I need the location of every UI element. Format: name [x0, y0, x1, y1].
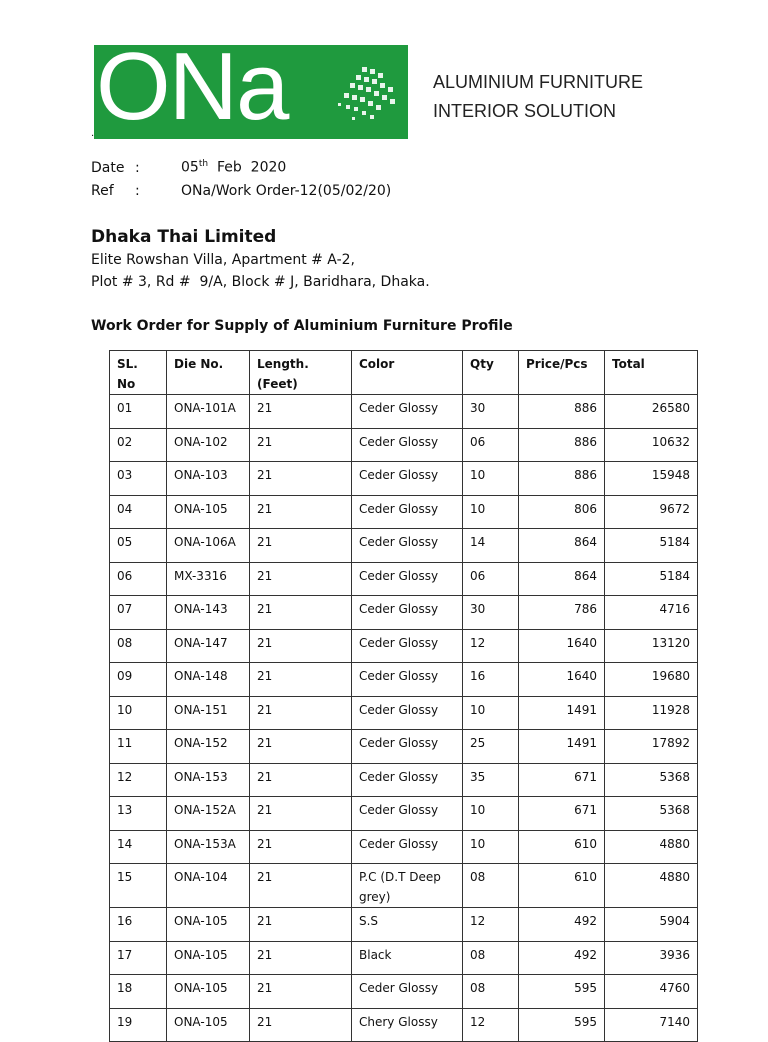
cell-die-no: ONA-105 — [167, 1008, 250, 1042]
cell-color: Ceder Glossy — [352, 730, 463, 764]
cell-qty: 08 — [463, 941, 519, 975]
cell-sl-no: 17 — [110, 941, 167, 975]
date-suffix: th — [198, 159, 209, 169]
cell-total: 13120 — [605, 629, 698, 663]
cell-length: 21 — [250, 462, 352, 496]
cell-length: 21 — [250, 941, 352, 975]
date-day: 05 — [181, 159, 199, 176]
cell-color: Ceder Glossy — [352, 428, 463, 462]
cell-qty: 25 — [463, 730, 519, 764]
date-label: Date — [91, 159, 125, 176]
cell-price: 886 — [519, 462, 605, 496]
header-sl-no: SL. No — [110, 351, 167, 395]
table-row — [110, 908, 698, 942]
table-row — [110, 696, 698, 730]
cell-color: Ceder Glossy — [352, 596, 463, 630]
table-row — [110, 596, 698, 630]
cell-price: 610 — [519, 864, 605, 908]
cell-color: S.S — [352, 908, 463, 942]
cell-length: 21 — [250, 596, 352, 630]
cell-length: 21 — [250, 696, 352, 730]
address-line-2: Plot # 3, Rd # 9/A, Block # J, Baridhara, Dhaka. — [91, 274, 430, 290]
cell-length: 21 — [250, 730, 352, 764]
cell-sl-no: 16 — [110, 908, 167, 942]
cell-total: 19680 — [605, 663, 698, 697]
cell-sl-no: 03 — [110, 462, 167, 496]
cell-total: 5184 — [605, 562, 698, 596]
table-header-row — [110, 351, 698, 395]
work-order-table — [109, 350, 698, 1042]
table-row — [110, 562, 698, 596]
cell-length: 21 — [250, 975, 352, 1009]
cell-total: 4880 — [605, 864, 698, 908]
cell-qty: 10 — [463, 830, 519, 864]
cell-price: 1640 — [519, 663, 605, 697]
table-row — [110, 629, 698, 663]
date-colon: : — [135, 159, 140, 176]
address-line-1: Elite Rowshan Villa, Apartment # A-2, — [91, 252, 355, 268]
cell-color: Ceder Glossy — [352, 696, 463, 730]
table-row — [110, 462, 698, 496]
cell-total: 11928 — [605, 696, 698, 730]
cell-price: 610 — [519, 830, 605, 864]
cell-qty: 30 — [463, 395, 519, 429]
cell-color: Ceder Glossy — [352, 629, 463, 663]
table-row — [110, 975, 698, 1009]
document-title: Work Order for Supply of Aluminium Furniture Profile — [91, 318, 513, 334]
cell-qty: 12 — [463, 908, 519, 942]
date-line — [91, 159, 286, 176]
ref-value: ONa/Work Order-12(05/02/20) — [181, 183, 392, 199]
cell-length: 21 — [250, 830, 352, 864]
cell-total: 7140 — [605, 1008, 698, 1042]
cell-total: 3936 — [605, 941, 698, 975]
cell-qty: 08 — [463, 975, 519, 1009]
cell-qty: 10 — [463, 797, 519, 831]
cell-total: 5368 — [605, 763, 698, 797]
cell-sl-no: 02 — [110, 428, 167, 462]
cell-die-no: ONA-104 — [167, 864, 250, 908]
cell-qty: 08 — [463, 864, 519, 908]
cell-die-no: ONA-101A — [167, 395, 250, 429]
cell-price: 671 — [519, 763, 605, 797]
table-row — [110, 495, 698, 529]
cell-qty: 35 — [463, 763, 519, 797]
tagline-line-2: INTERIOR SOLUTION — [433, 101, 617, 121]
cell-total: 4760 — [605, 975, 698, 1009]
table-row — [110, 864, 698, 908]
cell-total: 5368 — [605, 797, 698, 831]
ref-line — [91, 183, 391, 199]
cell-price: 786 — [519, 596, 605, 630]
cell-qty: 12 — [463, 629, 519, 663]
cell-sl-no: 09 — [110, 663, 167, 697]
cell-qty: 06 — [463, 562, 519, 596]
cell-sl-no: 11 — [110, 730, 167, 764]
cell-die-no: ONA-152 — [167, 730, 250, 764]
cell-color: Ceder Glossy — [352, 663, 463, 697]
date-rest: Feb 2020 — [216, 159, 287, 176]
cell-sl-no: 04 — [110, 495, 167, 529]
cell-price: 595 — [519, 1008, 605, 1042]
cell-length: 21 — [250, 763, 352, 797]
cell-sl-no: 13 — [110, 797, 167, 831]
recipient-company: Dhaka Thai Limited — [91, 227, 277, 247]
cell-total: 4716 — [605, 596, 698, 630]
cell-qty: 10 — [463, 495, 519, 529]
cell-qty: 16 — [463, 663, 519, 697]
cell-sl-no: 15 — [110, 864, 167, 908]
table-row — [110, 395, 698, 429]
cell-sl-no: 18 — [110, 975, 167, 1009]
header-die-no: Die No. — [167, 351, 250, 395]
logo-wordmark: ONa — [96, 45, 288, 139]
cell-color: Chery Glossy — [352, 1008, 463, 1042]
cell-qty: 14 — [463, 529, 519, 563]
cell-die-no: ONA-153A — [167, 830, 250, 864]
cell-length: 21 — [250, 428, 352, 462]
cell-length: 21 — [250, 797, 352, 831]
cell-die-no: ONA-151 — [167, 696, 250, 730]
cell-color: Ceder Glossy — [352, 975, 463, 1009]
cell-price: 1491 — [519, 730, 605, 764]
table-row — [110, 529, 698, 563]
cell-color: Ceder Glossy — [352, 395, 463, 429]
table-row — [110, 663, 698, 697]
cell-price: 671 — [519, 797, 605, 831]
cell-color: Ceder Glossy — [352, 797, 463, 831]
cell-price: 864 — [519, 562, 605, 596]
cell-total: 10632 — [605, 428, 698, 462]
cell-price: 806 — [519, 495, 605, 529]
tagline-line-1: ALUMINIUM FURNITURE — [433, 72, 643, 92]
cell-total: 15948 — [605, 462, 698, 496]
cell-length: 21 — [250, 908, 352, 942]
cell-sl-no: 14 — [110, 830, 167, 864]
cell-length: 21 — [250, 495, 352, 529]
company-tagline — [433, 68, 643, 126]
cell-price: 864 — [519, 529, 605, 563]
cell-sl-no: 08 — [110, 629, 167, 663]
cell-die-no: ONA-153 — [167, 763, 250, 797]
header-length: Length.(Feet) — [250, 351, 352, 395]
cell-die-no: ONA-106A — [167, 529, 250, 563]
cell-sl-no: 01 — [110, 395, 167, 429]
cell-total: 5184 — [605, 529, 698, 563]
cell-die-no: MX-3316 — [167, 562, 250, 596]
cell-color: Ceder Glossy — [352, 763, 463, 797]
cell-price: 595 — [519, 975, 605, 1009]
cell-qty: 12 — [463, 1008, 519, 1042]
table-row — [110, 941, 698, 975]
table-body — [110, 395, 698, 1042]
cell-color: Black — [352, 941, 463, 975]
cell-length: 21 — [250, 629, 352, 663]
table-row — [110, 1008, 698, 1042]
cell-die-no: ONA-105 — [167, 495, 250, 529]
cell-color: Ceder Glossy — [352, 529, 463, 563]
cell-die-no: ONA-102 — [167, 428, 250, 462]
cell-total: 26580 — [605, 395, 698, 429]
cell-total: 5904 — [605, 908, 698, 942]
cell-length: 21 — [250, 529, 352, 563]
cell-sl-no: 12 — [110, 763, 167, 797]
header-color: Color — [352, 351, 463, 395]
cell-die-no: ONA-148 — [167, 663, 250, 697]
cell-total: 4880 — [605, 830, 698, 864]
cell-die-no: ONA-105 — [167, 975, 250, 1009]
ref-label: Ref — [91, 183, 114, 199]
cell-qty: 10 — [463, 462, 519, 496]
cell-sl-no: 06 — [110, 562, 167, 596]
cell-sl-no: 07 — [110, 596, 167, 630]
cell-qty: 10 — [463, 696, 519, 730]
cell-length: 21 — [250, 395, 352, 429]
table-row — [110, 730, 698, 764]
header-qty: Qty — [463, 351, 519, 395]
company-logo — [94, 45, 408, 139]
header-price: Price/Pcs — [519, 351, 605, 395]
cell-die-no: ONA-105 — [167, 941, 250, 975]
cell-length: 21 — [250, 562, 352, 596]
cell-qty: 30 — [463, 596, 519, 630]
cell-color: P.C (D.T Deep grey) — [352, 864, 463, 908]
cell-color: Ceder Glossy — [352, 830, 463, 864]
table-row — [110, 763, 698, 797]
table-row — [110, 428, 698, 462]
cell-die-no: ONA-105 — [167, 908, 250, 942]
cell-price: 1491 — [519, 696, 605, 730]
cell-length: 21 — [250, 663, 352, 697]
ref-colon: : — [135, 183, 140, 199]
cell-total: 17892 — [605, 730, 698, 764]
logo-dot-pattern-icon — [322, 65, 402, 125]
cell-die-no: ONA-152A — [167, 797, 250, 831]
cell-price: 492 — [519, 941, 605, 975]
table-row — [110, 797, 698, 831]
cell-die-no: ONA-143 — [167, 596, 250, 630]
cell-total: 9672 — [605, 495, 698, 529]
header-total: Total — [605, 351, 698, 395]
cell-length: 21 — [250, 864, 352, 908]
cell-price: 1640 — [519, 629, 605, 663]
cell-sl-no: 19 — [110, 1008, 167, 1042]
cell-die-no: ONA-103 — [167, 462, 250, 496]
cell-color: Ceder Glossy — [352, 562, 463, 596]
cell-price: 886 — [519, 395, 605, 429]
cell-sl-no: 05 — [110, 529, 167, 563]
cell-price: 492 — [519, 908, 605, 942]
stray-mark: . — [91, 128, 95, 139]
cell-price: 886 — [519, 428, 605, 462]
cell-length: 21 — [250, 1008, 352, 1042]
table-row — [110, 830, 698, 864]
cell-die-no: ONA-147 — [167, 629, 250, 663]
cell-qty: 06 — [463, 428, 519, 462]
cell-color: Ceder Glossy — [352, 495, 463, 529]
cell-color: Ceder Glossy — [352, 462, 463, 496]
cell-sl-no: 10 — [110, 696, 167, 730]
